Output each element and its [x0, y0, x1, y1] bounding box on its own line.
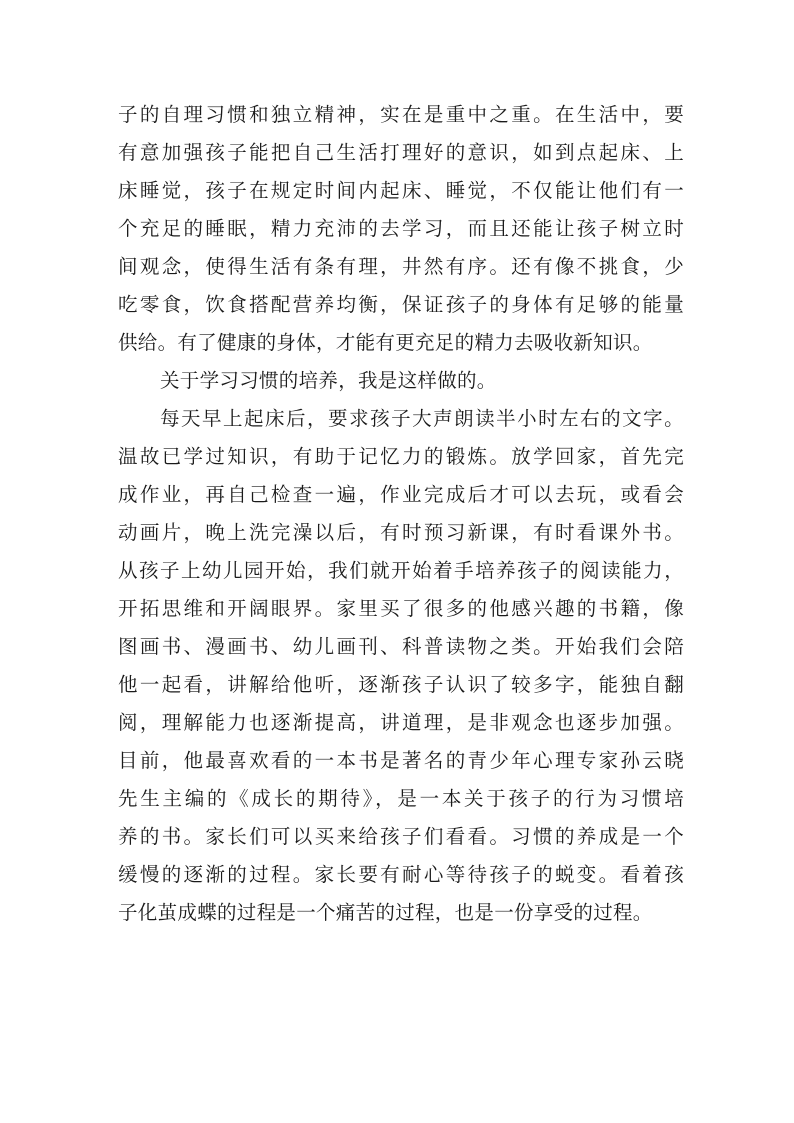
text-line: 供给。有了健康的身体，才能有更充足的精力去吸收新知识。 — [118, 331, 653, 354]
text-line: 缓慢的逐渐的过程。家长要有耐心等待孩子的蜕变。看着孩 — [118, 863, 684, 886]
text-line: 个充足的睡眠，精力充沛的去学习，而且还能让孩子树立时 — [118, 217, 684, 240]
text-line: 从孩子上幼儿园开始，我们就开始着手培养孩子的阅读能力， — [118, 559, 684, 582]
text-line: 有意加强孩子能把自己生活打理好的意识，如到点起床、上 — [118, 141, 684, 164]
text-line: 阅，理解能力也逐渐提高，讲道理，是非观念也逐步加强。 — [118, 711, 684, 734]
paragraph-self-care — [118, 96, 684, 362]
paragraph-study-habits-intro — [118, 362, 684, 400]
text-line: 关于学习习惯的培养，我是这样做的。 — [160, 369, 497, 392]
text-line: 子化茧成蝶的过程是一个痛苦的过程，也是一份享受的过程。 — [118, 901, 653, 924]
text-line: 目前，他最喜欢看的一本书是著名的青少年心理专家孙云晓 — [118, 749, 684, 772]
text-line: 图画书、漫画书、幼儿画刊、科普读物之类。开始我们会陪 — [118, 635, 684, 658]
text-line: 每天早上起床后，要求孩子大声朗读半小时左右的文字。 — [160, 407, 684, 430]
text-line: 子的自理习惯和独立精神，实在是重中之重。在生活中，要 — [118, 103, 684, 126]
text-line: 床睡觉，孩子在规定时间内起床、睡觉，不仅能让他们有一 — [118, 179, 684, 202]
paragraph-daily-routine — [118, 400, 684, 932]
text-line: 动画片，晚上洗完澡以后，有时预习新课，有时看课外书。 — [118, 521, 684, 544]
text-line: 他一起看，讲解给他听，逐渐孩子认识了较多字，能独自翻 — [118, 673, 684, 696]
text-line: 开拓思维和开阔眼界。家里买了很多的他感兴趣的书籍，像 — [118, 597, 684, 620]
document-body — [118, 96, 684, 932]
text-line: 间观念，使得生活有条有理，井然有序。还有像不挑食，少 — [118, 255, 684, 278]
text-line: 先生主编的《成长的期待》，是一本关于孩子的行为习惯培 — [118, 787, 684, 810]
text-line: 吃零食，饮食搭配营养均衡，保证孩子的身体有足够的能量 — [118, 293, 684, 316]
text-line: 成作业，再自己检查一遍，作业完成后才可以去玩，或看会 — [118, 483, 684, 506]
text-line: 养的书。家长们可以买来给孩子们看看。习惯的养成是一个 — [118, 825, 684, 848]
text-line: 温故已学过知识，有助于记忆力的锻炼。放学回家，首先完 — [118, 445, 684, 468]
